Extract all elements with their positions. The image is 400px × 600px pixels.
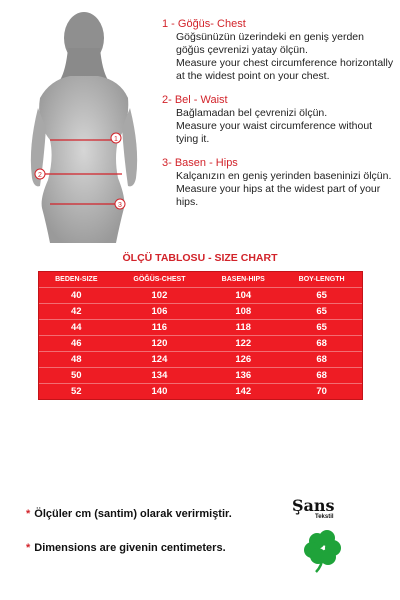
cell-size: 42 — [39, 304, 114, 320]
header-chest: GÖĞÜS-CHEST — [114, 272, 206, 288]
cell-length: 70 — [316, 386, 327, 397]
clover-icon — [300, 526, 348, 574]
instruction-hips-text-en: Measure your hips at the widest part of your hips. — [176, 183, 381, 208]
note-english-text: Dimensions are givenin centimeters. — [34, 542, 226, 554]
marker-hips-label: 3 — [118, 202, 122, 209]
instruction-hips-title: 3- Basen - Hips — [162, 157, 238, 169]
marker-hips — [115, 199, 125, 209]
cell-length: 68 — [281, 368, 362, 384]
cell-size: 52 — [71, 386, 82, 397]
cell-hips: 122 — [205, 336, 281, 352]
cell-length: 65 — [281, 320, 362, 336]
cell-length: 65 — [281, 304, 362, 320]
marker-chest — [111, 133, 121, 143]
cell-size: 48 — [39, 352, 114, 368]
cell-size: 44 — [39, 320, 114, 336]
table-row — [39, 336, 362, 352]
cell-length: 68 — [281, 352, 362, 368]
instruction-waist-title: 2- Bel - Waist — [162, 94, 228, 106]
logo-name: Şans — [292, 496, 335, 515]
header-size: BEDEN-SIZE — [39, 272, 114, 288]
instruction-hips — [162, 157, 394, 209]
instruction-chest-text-en: Measure your chest circumference horizontally at the widest point on your chest. — [176, 57, 394, 82]
table-row — [39, 384, 362, 399]
cell-hips: 104 — [205, 288, 281, 304]
header-hips: BASEN-HIPS — [205, 272, 281, 288]
marker-chest-label: 1 — [114, 136, 118, 143]
note-star: * — [26, 542, 31, 554]
cell-chest: 102 — [114, 288, 206, 304]
cell-hips: 136 — [205, 368, 281, 384]
header-length: BOY-LENGTH — [281, 272, 362, 288]
measurement-instructions — [162, 18, 394, 220]
logo-subtitle: Tekstil — [315, 514, 334, 520]
marker-waist — [35, 169, 45, 179]
table-row — [39, 288, 362, 304]
cell-hips: 126 — [205, 352, 281, 368]
cell-chest: 124 — [114, 352, 206, 368]
table-row — [39, 320, 362, 336]
instruction-chest — [162, 18, 394, 83]
instruction-waist — [162, 94, 394, 146]
size-chart — [38, 271, 363, 400]
cell-length: 68 — [281, 336, 362, 352]
table-row — [39, 352, 362, 368]
table-header-row — [39, 272, 362, 288]
mannequin-illustration — [10, 8, 155, 243]
cell-length: 65 — [281, 288, 362, 304]
cell-size: 40 — [39, 288, 114, 304]
note-star: * — [26, 508, 31, 520]
instruction-chest-text-tr: Göğsünüzün üzerindeki en geniş yerden göğüs çevrenizi yatay ölçün. — [176, 31, 364, 56]
body-figure — [10, 8, 155, 243]
cell-chest: 116 — [114, 320, 206, 336]
marker-waist-label: 2 — [38, 172, 42, 179]
cell-chest: 106 — [114, 304, 206, 320]
table-row — [39, 368, 362, 384]
instruction-waist-text-tr: Bağlamadan bel çevrenizi ölçün. — [176, 107, 328, 119]
instruction-hips-text-tr: Kalçanızın en geniş yerinden baseninizi ölçün. — [176, 170, 392, 182]
cell-size: 46 — [39, 336, 114, 352]
cell-chest: 134 — [114, 368, 206, 384]
cell-size: 50 — [39, 368, 114, 384]
size-chart-title: ÖLÇÜ TABLOSU - SIZE CHART — [122, 252, 278, 264]
table-row — [39, 304, 362, 320]
size-chart-table — [38, 271, 363, 400]
note-turkish — [26, 508, 232, 520]
cell-chest: 140 — [151, 386, 168, 397]
cell-hips: 108 — [205, 304, 281, 320]
instruction-waist-text-en: Measure your waist circumference without tying it. — [176, 120, 373, 145]
note-english — [26, 542, 226, 554]
cell-hips: 118 — [205, 320, 281, 336]
brand-logo — [292, 496, 362, 576]
cell-chest: 120 — [114, 336, 206, 352]
cell-hips: 142 — [235, 386, 252, 397]
instruction-chest-title: 1 - Göğüs- Chest — [162, 18, 246, 30]
note-turkish-text: Ölçüler cm (santim) olarak verirmiştir. — [34, 508, 232, 520]
